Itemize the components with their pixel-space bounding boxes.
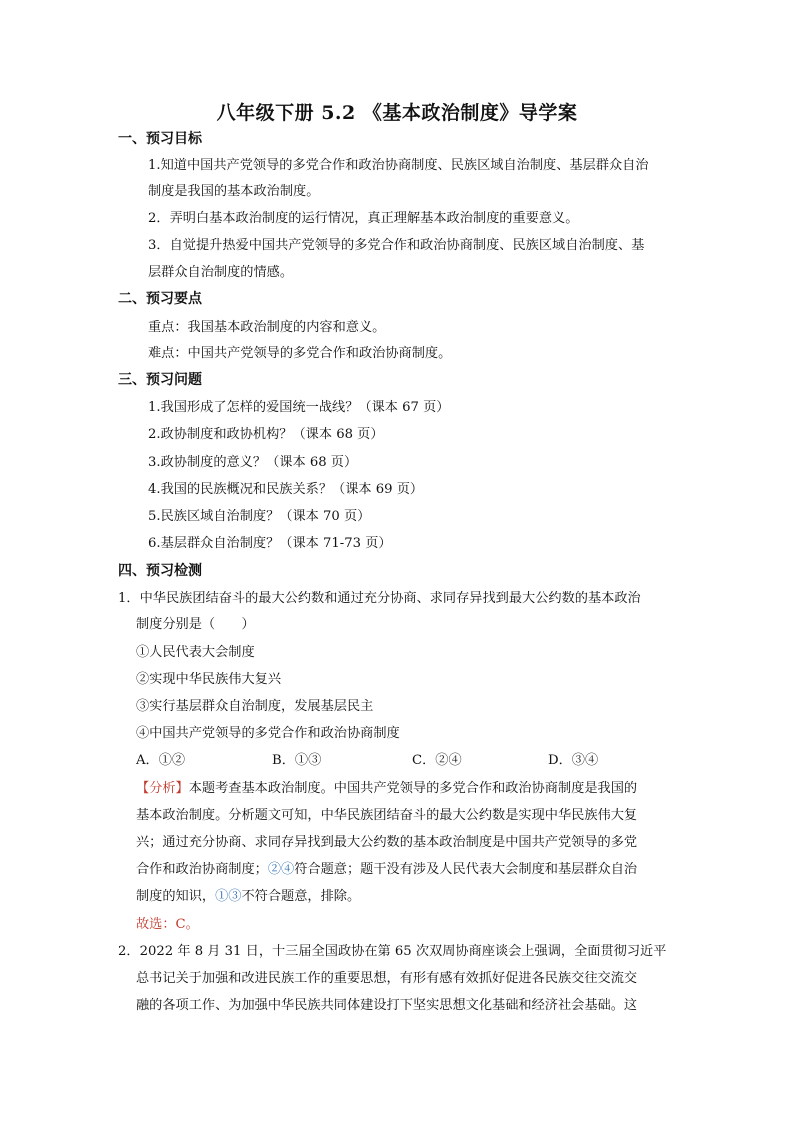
keypoint-line-2: 难点：中国共产党领导的多党合作和政治协商制度。 (148, 346, 452, 361)
question-item: 5.民族区域自治制度？（课本 70 页） (148, 509, 371, 524)
highlight-options: ②④ (267, 862, 295, 877)
q1-line-1: 1．中华民族团结奋斗的最大公约数和通过充分协商、求同存异找到最大公约数的基本政治 (118, 591, 641, 606)
section-heading-check: 四、预习检测 (118, 563, 202, 579)
choice-c: C．②④ (412, 753, 462, 768)
page-title: 八年级下册 5.2 《基本政治制度》导学案 (216, 102, 578, 124)
q1-line-2: 制度分别是（ ） (136, 617, 255, 632)
section-heading-keypoints: 二、预习要点 (118, 291, 202, 307)
answer-line: 故选：C。 (136, 917, 199, 932)
analysis-tag: 【分析】 (136, 781, 189, 796)
keypoint-line-1: 重点：我国基本政治制度的内容和意义。 (148, 320, 386, 335)
analysis-text: 符合题意；题干没有涉及人民代表大会制度和基层群众自治 (294, 862, 638, 877)
choice-d: D．③④ (548, 753, 599, 768)
analysis-line-5 (136, 885, 360, 904)
section-heading-goals: 一、预习目标 (118, 131, 202, 147)
analysis-text: 不符合题意，排除。 (241, 889, 361, 904)
q1-option-2: ②实现中华民族伟大复兴 (136, 672, 282, 687)
analysis-text: 合作和政治协商制度； (136, 862, 268, 877)
q1-option-4: ④中国共产党领导的多党合作和政治协商制度 (136, 726, 400, 741)
analysis-line-4 (136, 858, 637, 877)
choice-b: B．①③ (272, 753, 322, 768)
goal-line-4: 3．自觉提升热爱中国共产党领导的多党合作和政治协商制度、民族区域自治制度、基 (148, 238, 645, 253)
q1-choices (136, 749, 676, 769)
q2-line-3: 融的各项工作、为加强中华民族共同体建设打下坚实思想文化基础和经济社会基础。这 (136, 998, 638, 1013)
section-heading-questions: 三、预习问题 (118, 372, 202, 388)
choice-a: A．①② (136, 753, 186, 768)
question-item: 6.基层群众自治制度？（课本 71-73 页） (148, 536, 392, 551)
q2-line-1: 2．2022 年 8 月 31 日，十三届全国政协在第 65 次双周协商座谈会上强调，全面贯彻习近平 (118, 944, 667, 959)
question-item: 3.政协制度的意义？（课本 68 页） (148, 455, 358, 470)
q2-line-2: 总书记关于加强和改进民族工作的重要思想，有形有感有效抓好促进各民族交往交流交 (136, 971, 638, 986)
analysis-line-3: 兴；通过充分协商、求同存异找到最大公约数的基本政治制度是中国共产党领导的多党 (136, 835, 638, 850)
question-item: 4.我国的民族概况和民族关系？（课本 69 页） (148, 482, 424, 497)
goal-line-5: 层群众自治制度的情感。 (148, 265, 294, 280)
analysis-line-1 (136, 777, 637, 796)
question-item: 2.政协制度和政协机构？（课本 68 页） (148, 427, 384, 442)
goal-line-1: 1.知道中国共产党领导的多党合作和政治协商制度、民族区域自治制度、基层群众自治 (148, 158, 649, 173)
highlight-options: ①③ (215, 889, 242, 904)
q1-option-1: ①人民代表大会制度 (136, 645, 255, 660)
q1-option-3: ③实行基层群众自治制度，发展基层民主 (136, 699, 374, 714)
goal-line-3: 2．弄明白基本政治制度的运行情况，真正理解基本政治制度的重要意义。 (148, 211, 579, 226)
question-item: 1.我国形成了怎样的爱国统一战线？（课本 67 页） (148, 400, 450, 415)
analysis-text: 制度的知识， (136, 889, 216, 904)
analysis-text: 本题考查基本政治制度。中国共产党领导的多党合作和政治协商制度是我国的 (188, 781, 638, 796)
analysis-line-2: 基本政治制度。分析题文可知，中华民族团结奋斗的最大公约数是实现中华民族伟大复 (136, 808, 638, 823)
goal-line-2: 制度是我国的基本政治制度。 (148, 184, 320, 199)
